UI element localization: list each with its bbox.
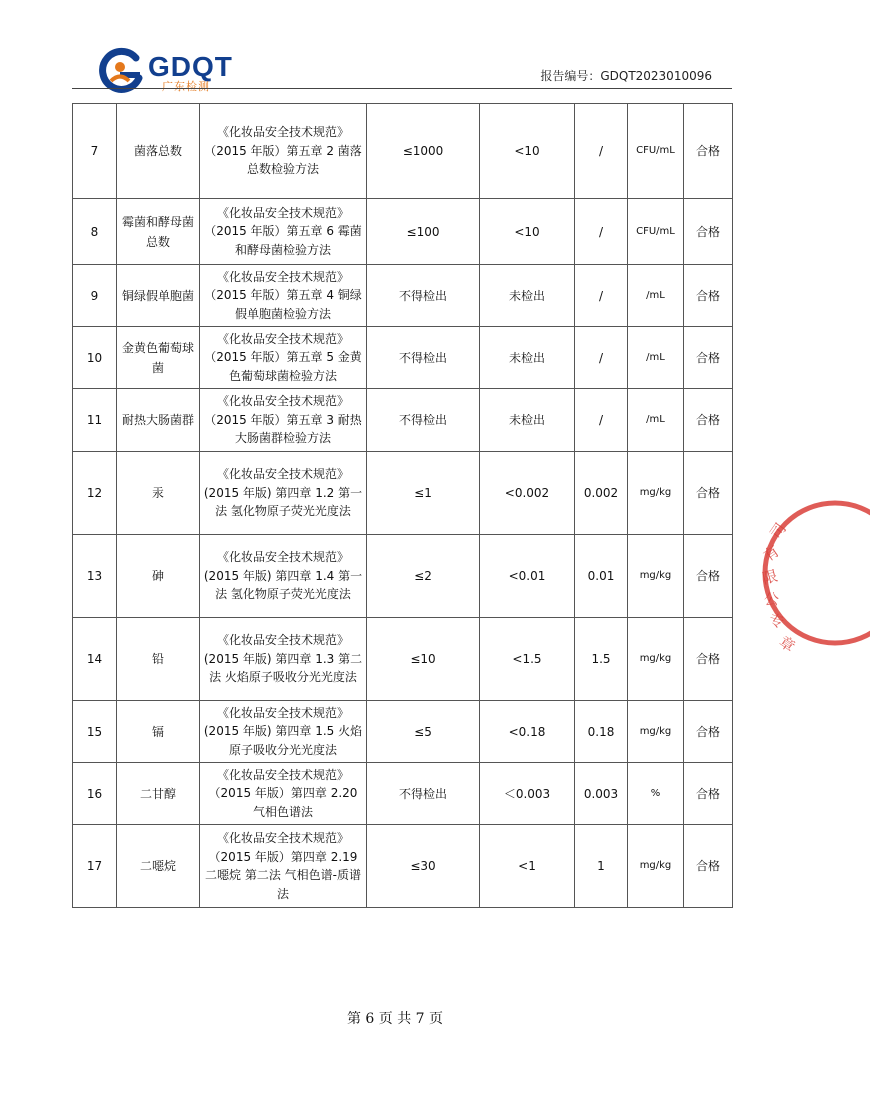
detection-limit-cell: 0.003 xyxy=(575,763,628,825)
test-item-cell: 砷 xyxy=(117,535,200,618)
table-row xyxy=(73,618,733,701)
unit-cell: /mL xyxy=(628,327,684,389)
row-number-cell: 12 xyxy=(73,452,117,535)
page-number: 第 6 页 共 7 页 xyxy=(346,1011,444,1027)
table-row xyxy=(73,327,733,389)
conclusion-cell: 合格 xyxy=(684,327,733,389)
table-row xyxy=(73,452,733,535)
test-result-cell: <1 xyxy=(480,825,575,908)
detection-limit-cell: 0.01 xyxy=(575,535,628,618)
table-row xyxy=(73,701,733,763)
conclusion-cell: 合格 xyxy=(684,763,733,825)
limit-value-cell: ≤100 xyxy=(367,199,480,265)
row-number-cell: 9 xyxy=(73,265,117,327)
test-method-cell: 《化妆品安全技术规范》（2015 年版）第四章 2.19 二噁烷 第二法 气相色谱-质谱法 xyxy=(200,825,367,908)
row-number-cell: 13 xyxy=(73,535,117,618)
test-item-cell: 二甘醇 xyxy=(117,763,200,825)
conclusion-cell: 合格 xyxy=(684,452,733,535)
conclusion-cell: 合格 xyxy=(684,701,733,763)
unit-cell: mg/kg xyxy=(628,701,684,763)
conclusion-cell: 合格 xyxy=(684,535,733,618)
detection-limit-cell: / xyxy=(575,389,628,452)
table-row xyxy=(73,825,733,908)
limit-value-cell: ≤1 xyxy=(367,452,480,535)
row-number-cell: 7 xyxy=(73,104,117,199)
unit-cell: mg/kg xyxy=(628,618,684,701)
limit-value-cell: ≤1000 xyxy=(367,104,480,199)
test-method-cell: 《化妆品安全技术规范》（2015 年版）第五章 5 金黄色葡萄球菌检验方法 xyxy=(200,327,367,389)
test-method-cell: 《化妆品安全技术规范》（2015 年版）第五章 2 菌落总数检验方法 xyxy=(200,104,367,199)
test-method-cell: 《化妆品安全技术规范》(2015 年版) 第四章 1.5 火焰原子吸收分光光度法 xyxy=(200,701,367,763)
test-result-cell: <0.18 xyxy=(480,701,575,763)
conclusion-cell: 合格 xyxy=(684,265,733,327)
test-item-cell: 二噁烷 xyxy=(117,825,200,908)
svg-text:限: 限 xyxy=(760,566,780,588)
limit-value-cell: ≤5 xyxy=(367,701,480,763)
unit-cell: mg/kg xyxy=(628,452,684,535)
row-number-cell: 11 xyxy=(73,389,117,452)
svg-text:专: 专 xyxy=(766,610,787,632)
row-number-cell: 14 xyxy=(73,618,117,701)
detection-limit-cell: / xyxy=(575,265,628,327)
row-number-cell: 10 xyxy=(73,327,117,389)
unit-cell: % xyxy=(628,763,684,825)
test-result-cell: 未检出 xyxy=(480,327,575,389)
limit-value-cell: 不得检出 xyxy=(367,763,480,825)
svg-text:公: 公 xyxy=(764,590,780,608)
unit-cell: /mL xyxy=(628,265,684,327)
test-result-cell: 未检出 xyxy=(480,389,575,452)
test-item-cell: 铅 xyxy=(117,618,200,701)
conclusion-cell: 合格 xyxy=(684,104,733,199)
test-result-cell: <0.002 xyxy=(480,452,575,535)
test-method-cell: 《化妆品安全技术规范》（2015 年版）第五章 4 铜绿假单胞菌检验方法 xyxy=(200,265,367,327)
test-result-cell: <0.01 xyxy=(480,535,575,618)
limit-value-cell: ≤30 xyxy=(367,825,480,908)
limit-value-cell: 不得检出 xyxy=(367,265,480,327)
svg-text:有: 有 xyxy=(759,541,783,566)
logo-subtitle: 广东检测 xyxy=(162,80,210,93)
test-method-cell: 《化妆品安全技术规范》（2015 年版）第四章 2.20 气相色谱法 xyxy=(200,763,367,825)
test-method-cell: 《化妆品安全技术规范》（2015 年版）第五章 6 霉菌和酵母菌检验方法 xyxy=(200,199,367,265)
svg-text:章: 章 xyxy=(775,632,799,656)
test-method-cell: 《化妆品安全技术规范》(2015 年版) 第四章 1.4 第一法 氢化物原子荧光光度法 xyxy=(200,535,367,618)
svg-text:司: 司 xyxy=(766,519,790,543)
test-result-cell: <10 xyxy=(480,104,575,199)
conclusion-cell: 合格 xyxy=(684,825,733,908)
detection-limit-cell: 0.18 xyxy=(575,701,628,763)
test-result-cell: <1.5 xyxy=(480,618,575,701)
row-number-cell: 8 xyxy=(73,199,117,265)
test-item-cell: 铜绿假单胞菌 xyxy=(117,265,200,327)
limit-value-cell: 不得检出 xyxy=(367,327,480,389)
detection-limit-cell: 1 xyxy=(575,825,628,908)
table-row xyxy=(73,763,733,825)
row-number-cell: 15 xyxy=(73,701,117,763)
unit-cell: CFU/mL xyxy=(628,104,684,199)
test-item-cell: 金黄色葡萄球菌 xyxy=(117,327,200,389)
table-row xyxy=(73,199,733,265)
limit-value-cell: ≤10 xyxy=(367,618,480,701)
detection-limit-cell: 0.002 xyxy=(575,452,628,535)
unit-cell: mg/kg xyxy=(628,825,684,908)
test-item-cell: 镉 xyxy=(117,701,200,763)
test-result-cell: 未检出 xyxy=(480,265,575,327)
limit-value-cell: ≤2 xyxy=(367,535,480,618)
header-divider xyxy=(72,88,732,89)
test-item-cell: 菌落总数 xyxy=(117,104,200,199)
detection-limit-cell: / xyxy=(575,199,628,265)
table-row xyxy=(73,389,733,452)
test-result-cell: ＜0.003 xyxy=(480,763,575,825)
test-item-cell: 霉菌和酵母菌总数 xyxy=(117,199,200,265)
row-number-cell: 16 xyxy=(73,763,117,825)
detection-limit-cell: / xyxy=(575,104,628,199)
test-method-cell: 《化妆品安全技术规范》(2015 年版) 第四章 1.2 第一法 氢化物原子荧光光度法 xyxy=(200,452,367,535)
conclusion-cell: 合格 xyxy=(684,389,733,452)
company-seal-icon xyxy=(759,498,870,656)
detection-limit-cell: 1.5 xyxy=(575,618,628,701)
row-number-cell: 17 xyxy=(73,825,117,908)
unit-cell: mg/kg xyxy=(628,535,684,618)
test-result-cell: <10 xyxy=(480,199,575,265)
table-row xyxy=(73,104,733,199)
unit-cell: /mL xyxy=(628,389,684,452)
logo-text: GDQT xyxy=(148,51,233,82)
limit-value-cell: 不得检出 xyxy=(367,389,480,452)
conclusion-cell: 合格 xyxy=(684,199,733,265)
table-row xyxy=(73,535,733,618)
test-item-cell: 耐热大肠菌群 xyxy=(117,389,200,452)
results-table xyxy=(72,103,733,908)
report-number: 报告编号：GDQT2023010096 xyxy=(540,69,712,83)
test-method-cell: 《化妆品安全技术规范》（2015 年版）第五章 3 耐热大肠菌群检验方法 xyxy=(200,389,367,452)
detection-limit-cell: / xyxy=(575,327,628,389)
unit-cell: CFU/mL xyxy=(628,199,684,265)
table-row xyxy=(73,265,733,327)
conclusion-cell: 合格 xyxy=(684,618,733,701)
test-method-cell: 《化妆品安全技术规范》(2015 年版) 第四章 1.3 第二法 火焰原子吸收分光光度法 xyxy=(200,618,367,701)
test-item-cell: 汞 xyxy=(117,452,200,535)
